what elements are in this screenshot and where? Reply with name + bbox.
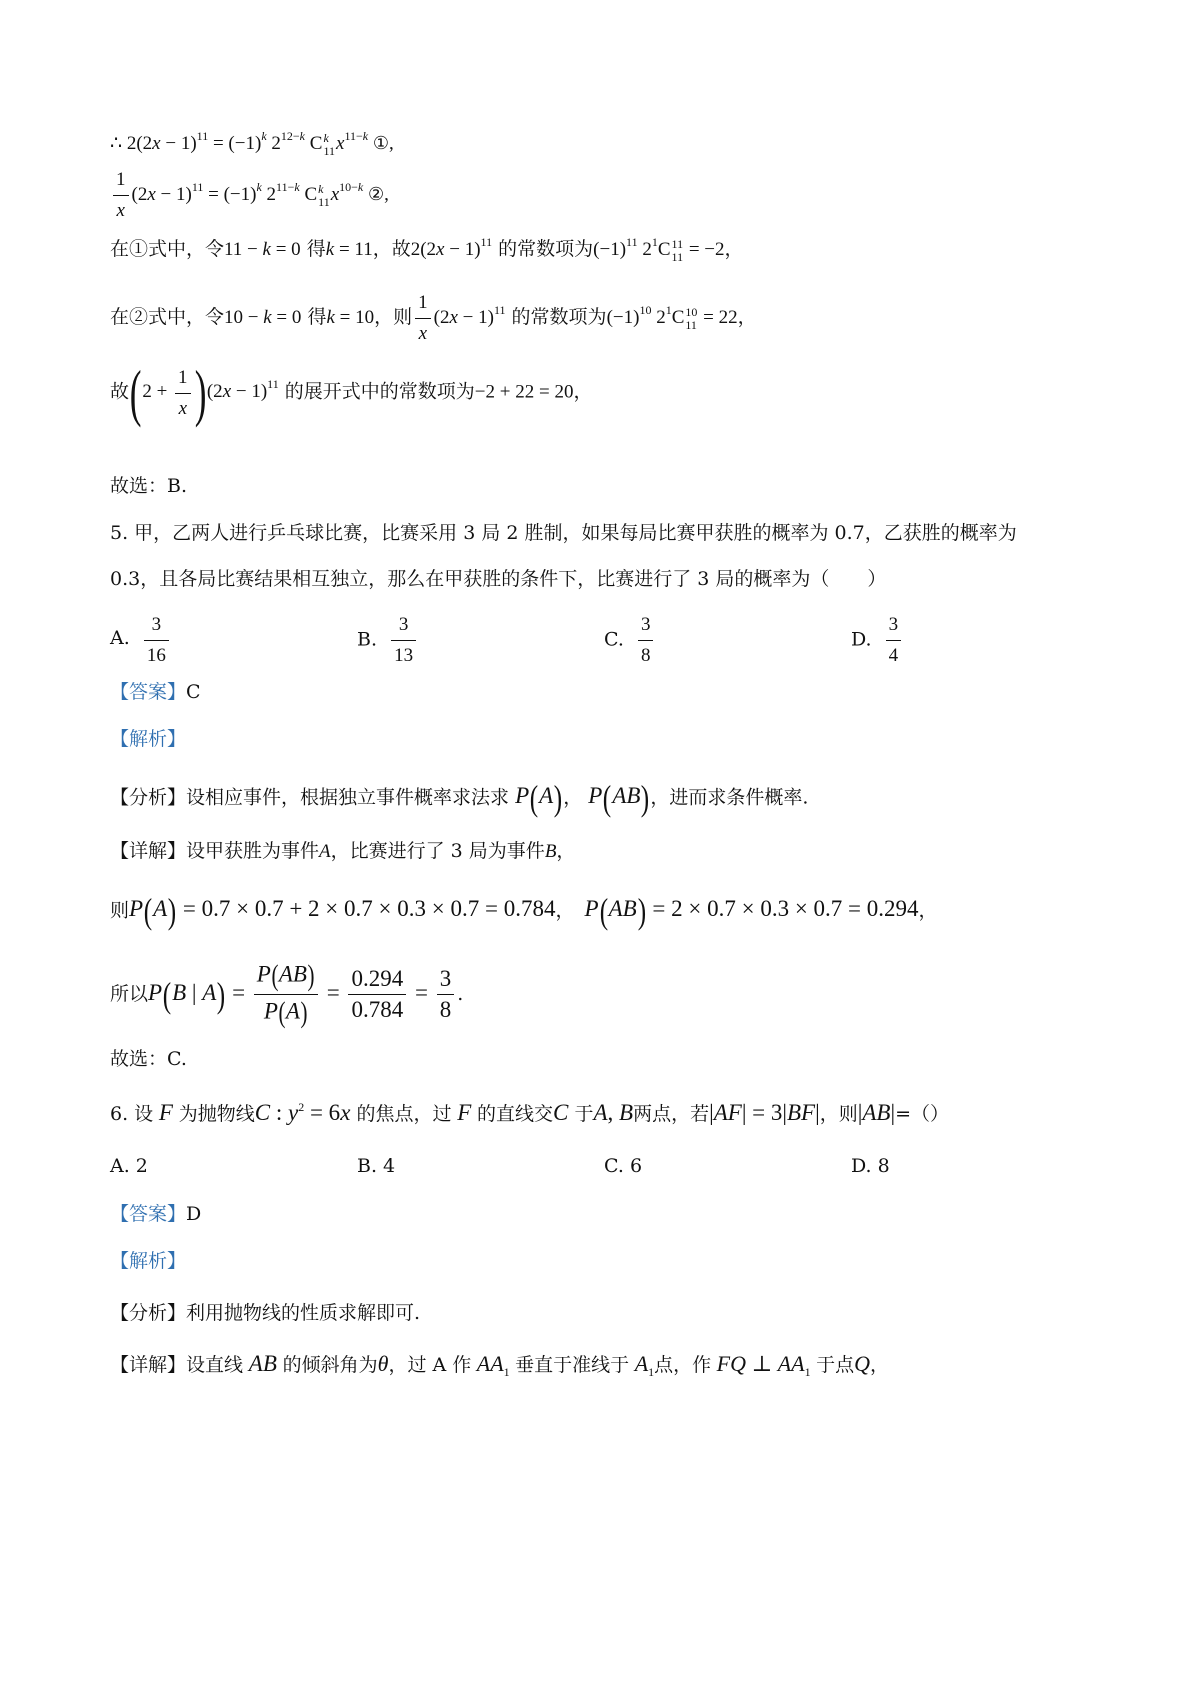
text: 6. 设 (110, 1103, 154, 1125)
q6-jiexi-tag: 【解析】 (110, 1250, 187, 1272)
formula-line-1: ∴ $2(2x - 1)^{11} = (-1)^k$ $2^{12-k}$ C k 11 $x^{11-k}$ ①, (110, 129, 394, 158)
text: 的倾斜角为 (282, 1354, 378, 1376)
q5-detail: 【详解】设甲获胜为事件A，比赛进行了 3 局为事件B， (110, 840, 576, 862)
solution-line-3: 在①式中，令11 − k = 0 得k = 11，故$2(2x - 1)^{11}$ 的常数项为$(-1)^{11}$ $2^1C$ 11 11 = −2， (110, 235, 744, 264)
analysis-end: ，进而求条件概率. (650, 786, 809, 809)
q5-stem-line-2: 0.3，且各局比赛结果相互独立，那么在甲获胜的条件下，比赛进行了 3 局的概率为（ ） (110, 568, 887, 590)
q5-jiexi-tag: 【解析】 (110, 728, 187, 750)
detail-tag: 【详解】 (110, 1354, 187, 1376)
q5-option-c: C. $\frac{3}{8}$ (604, 610, 656, 671)
analysis-text: 设相应事件，根据独立事件概率求法求 (186, 786, 510, 809)
q6-option-d: D. 8 (851, 1155, 890, 1177)
text: ，则 (819, 1103, 858, 1125)
q5-option-b: B. $\frac{3}{13}$ (357, 610, 419, 671)
text: =（） (895, 1103, 949, 1125)
analysis-tag: 【分析】 (110, 1302, 187, 1324)
formula-line-2: $\frac{1}{x}$ $(2x - 1)^{11} = (-1)^k$ $2^{11-k}$ C k 11 $x^{10-k}$ ②, (110, 165, 389, 226)
text: 故 (110, 380, 130, 403)
detail-text: 设甲获胜为事件 (186, 840, 320, 862)
q6-answer (110, 1201, 201, 1227)
text: 点，作 (654, 1354, 712, 1376)
text: 在②式中，令 (110, 305, 225, 328)
q5-option-a: A. $\frac{3}{16}$ (110, 610, 172, 671)
text: 则 (110, 899, 130, 922)
detail-tag: 【详解】 (110, 840, 187, 862)
choice-line: 故选：B. (110, 475, 188, 497)
q6-option-a: A. 2 (110, 1155, 148, 1177)
text: 设直线 (186, 1354, 244, 1376)
analysis-tag: 【分析】 (110, 786, 187, 809)
text: ，则 (374, 305, 413, 328)
q6-options (110, 1155, 1110, 1185)
answer-tag: 【答案】 (110, 1203, 187, 1225)
solution-line-4: 在②式中，令10 − k = 0 得k = 10，则 $\frac{1}{x}$ $(2x - 1)^{11}$ 的常数项为$(-1)^{10}$ $2^1C$ 10 11 = 22， (110, 288, 757, 349)
q6-analysis (110, 1300, 420, 1326)
text: 为抛物线 (178, 1103, 255, 1125)
text: 的直线交 (477, 1103, 554, 1125)
q6-detail: 【详解】设直线 AB 的倾斜角为θ，过 A 作 $AA_1$ 垂直于准线于 $A_1$点，作 FQ ⊥ $AA_1$ 于点Q， (110, 1351, 889, 1379)
q5-options (110, 610, 1110, 670)
text: 的常数项为 (511, 305, 607, 328)
q5-probability-line: 则P(A) = 0.7 × 0.7 + 2 × 0.7 × 0.3 × 0.7 = 0.784， P(AB) = 2 × 0.7 × 0.3 × 0.7 = 0.294， (110, 891, 938, 931)
answer-value: D (186, 1203, 202, 1225)
solution-line-5: 故(2 + $\frac{1}{x}$ )$(2x - 1)^{11}$ 的展开式中的常数项为−2 + 22 = 20， (110, 357, 593, 428)
text: 两点，若 (633, 1103, 710, 1125)
q5-stem-line-1: 5. 甲，乙两人进行乒乓球比赛，比赛采用 3 局 2 胜制，如果每局比赛甲获胜的概率为 0.7，乙获胜的概率为 (110, 522, 1017, 544)
q5-analysis: 【分析】设相应事件，根据独立事件概率求法求 P(A)， P(AB)，进而求条件概率. (110, 778, 809, 818)
q5-answer (110, 679, 201, 705)
text: ，故 (372, 238, 411, 260)
answer-value: C (186, 681, 201, 703)
text: ，过 A 作 (388, 1354, 472, 1376)
answer-tag: 【答案】 (110, 681, 187, 703)
analysis-text: 利用抛物线的性质求解即可. (186, 1302, 421, 1324)
q6-option-b: B. 4 (357, 1155, 396, 1177)
text: 的常数项为 (498, 238, 594, 260)
text: 的展开式中的常数项为 (284, 380, 475, 403)
q6-stem: 6. 设 F 为抛物线C : $y^2 = 6x$ 的焦点，过 F 的直线交C 于A, B两点，若|AF| = 3|BF|，则|AB|=（） (110, 1100, 949, 1125)
text: 于 (574, 1103, 594, 1125)
detail-text-2: ，比赛进行了 3 局为事件 (330, 840, 545, 862)
text: 在①式中，令 (110, 238, 225, 260)
q5-option-d: D. $\frac{3}{4}$ (851, 610, 904, 671)
q5-final: 故选：C. (110, 1048, 187, 1070)
text: 所以 (110, 982, 149, 1005)
text: 的焦点，过 (356, 1103, 452, 1125)
text: 垂直于准线于 (515, 1354, 630, 1376)
q6-option-c: C. 6 (604, 1155, 643, 1177)
q5-conditional-line: 所以P(B | A) = $\frac{P(AB)}{P(A)}$ = $\frac{0.294}{0.784}$ = $\frac{3}{8}$ . (110, 959, 464, 1029)
text: 得 (306, 238, 326, 260)
text: 于点 (816, 1354, 855, 1376)
text: 得 (307, 305, 327, 328)
